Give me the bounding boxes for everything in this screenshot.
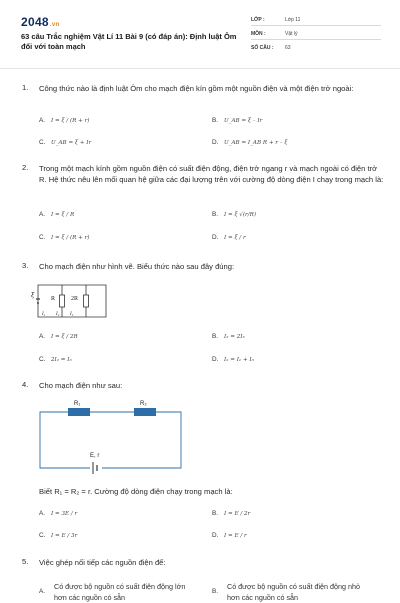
question-2-option-b[interactable]: B. I = ξ √(r/R)	[212, 211, 257, 218]
circuit-emf-label: ξ	[31, 292, 35, 299]
question-3-option-b[interactable]: B. I₂ = 2I₃	[212, 333, 245, 340]
circuit-2r-label: 2R	[71, 296, 79, 302]
circuit-r2-label: R₂	[140, 401, 147, 407]
question-3-option-a[interactable]: A. I = ξ / 2R	[39, 333, 78, 340]
question-3-option-d[interactable]: D. I₂ = I₁ + I₃	[212, 356, 254, 363]
circuit-i2-label: I₂	[56, 312, 60, 317]
question-2-option-a[interactable]: A. I = ξ / R	[39, 211, 75, 218]
question-1-option-c[interactable]: C. U_AB = ξ + Ir	[39, 139, 92, 146]
header-divider	[0, 68, 400, 69]
question-2-option-d[interactable]: D. I = ξ / r	[212, 234, 246, 241]
circuit-source-label: E, r	[90, 453, 100, 459]
question-3-option-c[interactable]: C. 2I₂ = I₃	[39, 356, 72, 363]
circuit-r-label: R	[51, 296, 56, 302]
meta-divider	[251, 25, 381, 26]
question-2-option-c[interactable]: C. I = ξ / (R + r)	[39, 234, 90, 241]
question-4-circuit-diagram	[38, 396, 184, 478]
question-4-option-b[interactable]: B. I = E / 2r	[212, 510, 251, 517]
site-logo[interactable]: 2048.vn	[21, 15, 60, 29]
meta-count: SỐ CÂU : 63	[251, 45, 291, 51]
question-4-option-d[interactable]: D. I = E / r	[212, 532, 247, 539]
question-1-option-a[interactable]: A. I = ξ / (R + r)	[39, 117, 90, 124]
meta-subject: MÔN : Vật lý	[251, 31, 298, 37]
document-title: 63 câu Trắc nghiệm Vật Lí 11 Bài 9 (có đáp án): Định luật Ôm đối với toàn mạch	[21, 32, 237, 51]
question-1-option-b[interactable]: B. U_AB = ξ – Ir	[212, 117, 263, 124]
meta-divider	[251, 39, 381, 40]
resistor-r1	[68, 408, 90, 416]
question-1-option-d[interactable]: D. U_AB = I_AB R + r – ξ	[212, 139, 288, 146]
resistor-r2	[134, 408, 156, 416]
circuit-i3-label: I₃	[70, 312, 74, 317]
question-4-option-a[interactable]: A. I = 3E / r	[39, 510, 78, 517]
document-header	[0, 0, 400, 62]
circuit-r1-label: R₁	[74, 401, 81, 407]
circuit-i1-label: I₁	[42, 312, 46, 317]
question-4-option-c[interactable]: C. I = E / 3r	[39, 532, 78, 539]
question-3-circuit-diagram	[30, 277, 110, 325]
meta-class: LỚP : Lớp 11	[251, 17, 301, 23]
